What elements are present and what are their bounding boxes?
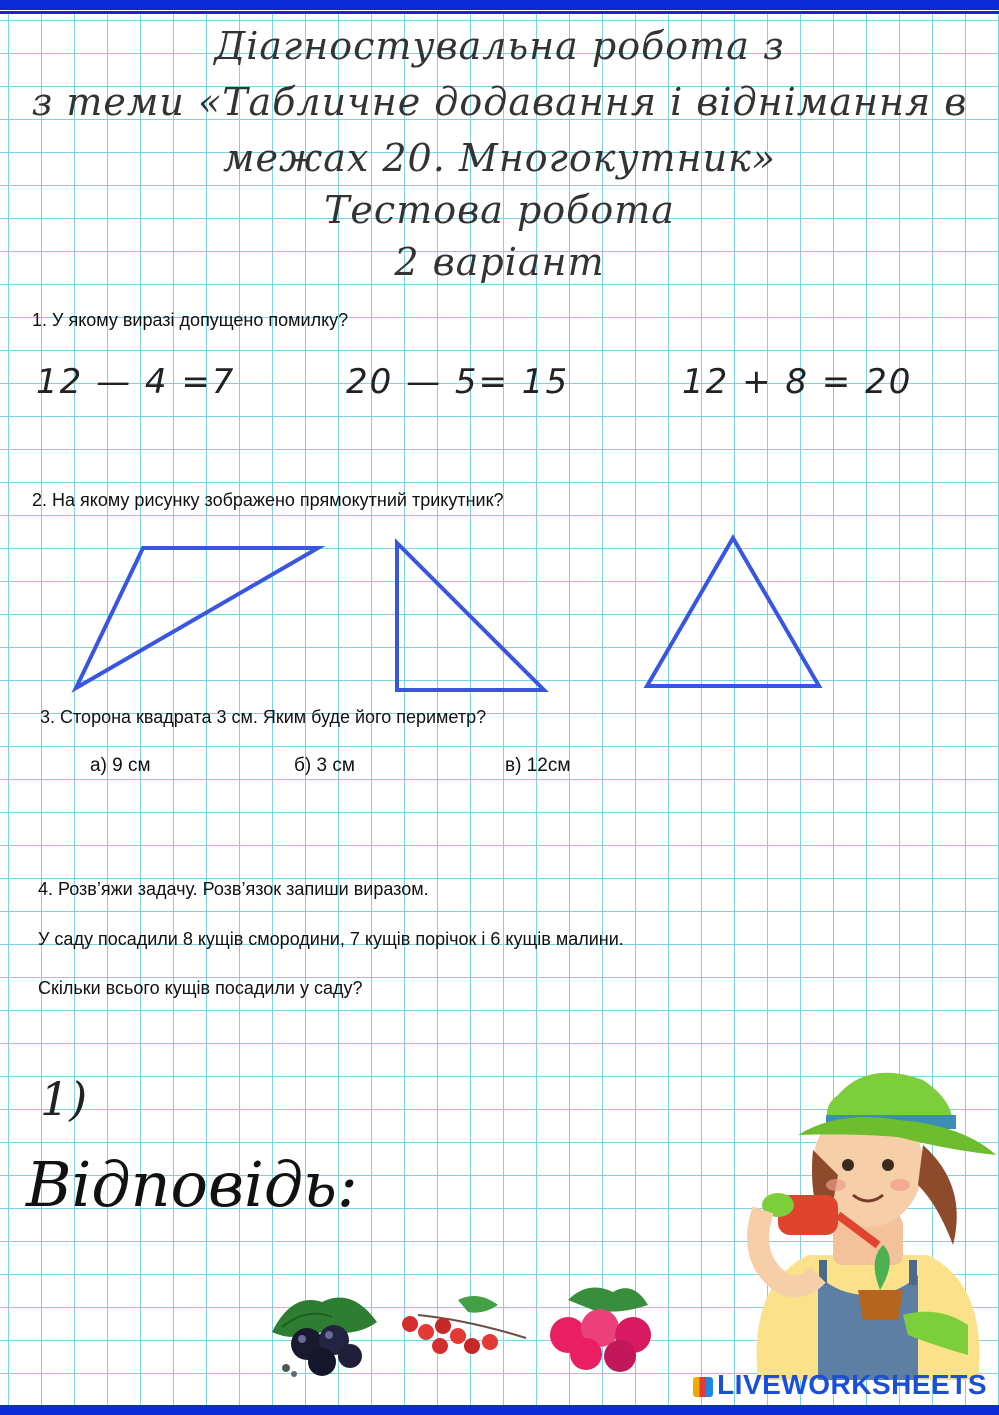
title-line-4: Тестова робота [324,188,675,232]
title-line-3: межах 20. Многокутник» [223,136,776,180]
triangle-obtuse[interactable] [76,548,318,688]
option-c[interactable]: в) 12см [505,755,571,776]
question-2-text: 2. На якому рисунку зображено прямокутний трикутник? [32,490,504,510]
title-line-1: Діагностувальна робота з [214,24,785,68]
option-b[interactable]: б) 3 см [294,755,355,776]
liveworksheets-logo [693,1369,987,1401]
expression-3[interactable]: 12 + 8 = 20 [682,362,913,402]
expression-2[interactable]: 20 — 5= 15 [346,362,570,402]
step-input[interactable] [80,1080,380,1120]
triangle-right[interactable] [397,543,544,690]
liveworksheets-mark-icon [693,1377,713,1397]
answer-label: Відповідь: [26,1148,358,1221]
answer-input[interactable] [360,1170,720,1220]
blackcurrant-icon [262,1282,387,1382]
expression-1[interactable]: 12 — 4 =7 [36,362,236,402]
title-line-5: 2 варіант [394,240,605,284]
question-3-text: 3. Сторона квадрата 3 см. Яким буде його периметр? [40,707,487,727]
raspberry-icon [538,1280,666,1372]
redcurrant-icon [398,1290,530,1360]
gardener-girl-icon [738,1055,999,1380]
bottom-border [0,1405,999,1415]
title-line-2: з теми «Табличне додавання і віднімання в [31,80,968,124]
triangle-equilateral[interactable] [647,538,819,686]
step-number: 1) [40,1072,88,1126]
option-a[interactable]: а) 9 см [90,755,151,776]
logo-text: LIVEWORKSHEETS [717,1369,987,1400]
problem-line-1: У саду посадили 8 кущів смородини, 7 кущів порічок і 6 кущів малини. [38,929,624,949]
question-4-text: 4. Розв’яжи задачу. Розв’язок запиши виразом. [38,879,429,899]
question-1-text: 1. У якому виразі допущено помилку? [32,310,349,330]
problem-line-2: Скільки всього кущів посадили у саду? [38,978,363,998]
